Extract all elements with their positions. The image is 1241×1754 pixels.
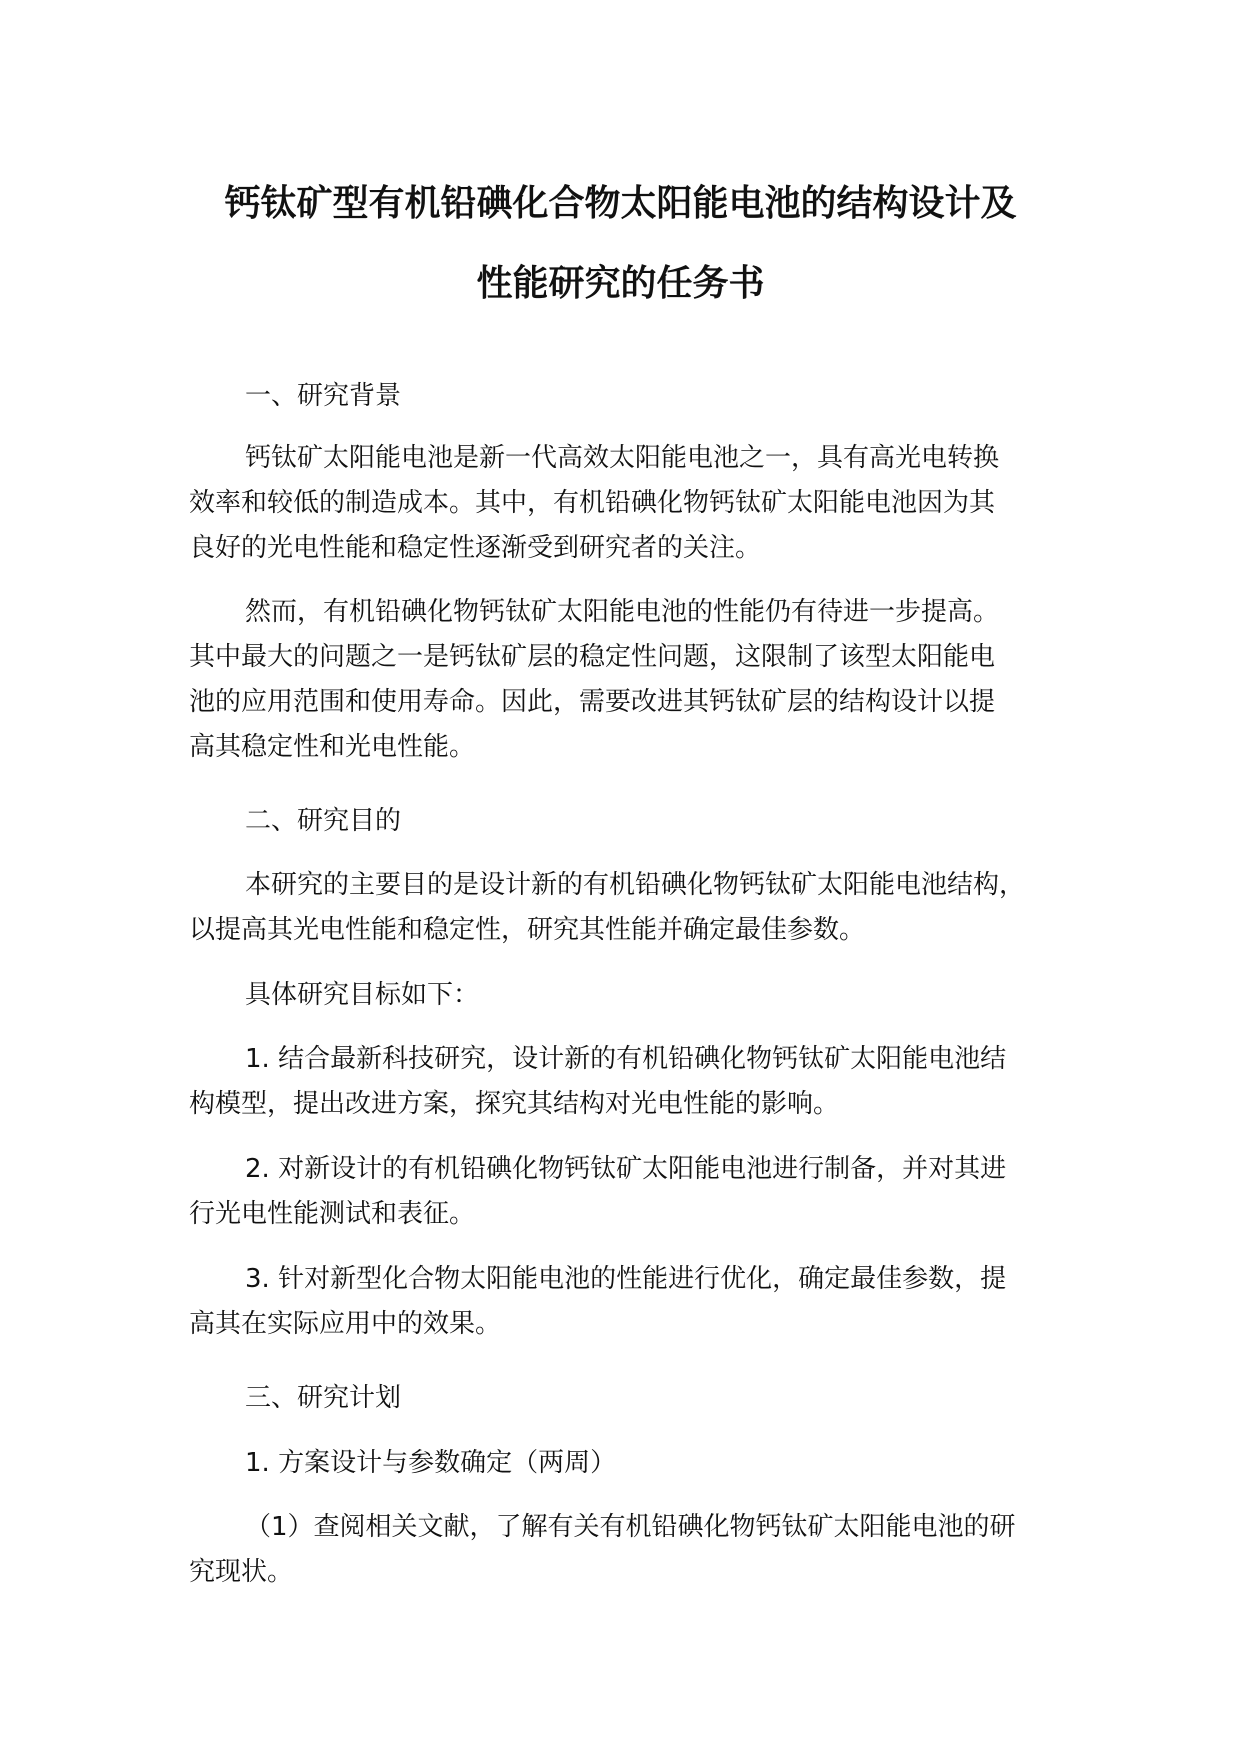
sub-item-line: 究现状。 [189, 1557, 294, 1587]
paragraph-line: 效率和较低的制造成本。其中，有机铅碘化物钙钛矿太阳能电池因为其 [189, 488, 996, 518]
paragraph-line: 然而，有机铅碘化物钙钛矿太阳能电池的性能仍有待进一步提高。 [245, 597, 1000, 627]
paragraph-line: 以提高其光电性能和稳定性，研究其性能并确定最佳参数。 [189, 915, 866, 945]
document-title-line-2: 性能研究的任务书 [476, 263, 765, 304]
paragraph-line: 良好的光电性能和稳定性逐渐受到研究者的关注。 [189, 533, 762, 563]
document-title-line-1: 钙钛矿型有机铅碘化合物太阳能电池的结构设计及 [224, 183, 1017, 224]
list-item-line: 3. 针对新型化合物太阳能电池的性能进行优化，确定最佳参数，提 [245, 1264, 1007, 1294]
paragraph-line: 其中最大的问题之一是钙钛矿层的稳定性问题，这限制了该型太阳能电 [189, 642, 996, 672]
list-item-line: 行光电性能测试和表征。 [189, 1199, 476, 1229]
list-item-line: 1. 结合最新科技研究，设计新的有机铅碘化物钙钛矿太阳能电池结 [245, 1044, 1007, 1074]
list-item-line: 2. 对新设计的有机铅碘化物钙钛矿太阳能电池进行制备，并对其进 [245, 1154, 1007, 1184]
list-item-line: 构模型，提出改进方案，探究其结构对光电性能的影响。 [189, 1089, 840, 1119]
paragraph-line: 池的应用范围和使用寿命。因此，需要改进其钙钛矿层的结构设计以提 [189, 687, 996, 717]
list-item-line: 高其在实际应用中的效果。 [189, 1309, 502, 1339]
paragraph-line: 本研究的主要目的是设计新的有机铅碘化物钙钛矿太阳能电池结构， [245, 870, 1026, 900]
paragraph-line: 具体研究目标如下： [245, 980, 480, 1010]
paragraph-line: 钙钛矿太阳能电池是新一代高效太阳能电池之一，具有高光电转换 [245, 443, 1000, 473]
section-heading-background: 一、研究背景 [245, 381, 402, 411]
section-heading-plan: 三、研究计划 [245, 1383, 402, 1413]
sub-item-line: （1）查阅相关文献，了解有关有机铅碘化物钙钛矿太阳能电池的研 [245, 1512, 1016, 1542]
section-heading-purpose: 二、研究目的 [245, 806, 402, 836]
paragraph-line: 高其稳定性和光电性能。 [189, 732, 476, 762]
list-item-line: 1. 方案设计与参数确定（两周） [245, 1448, 617, 1478]
